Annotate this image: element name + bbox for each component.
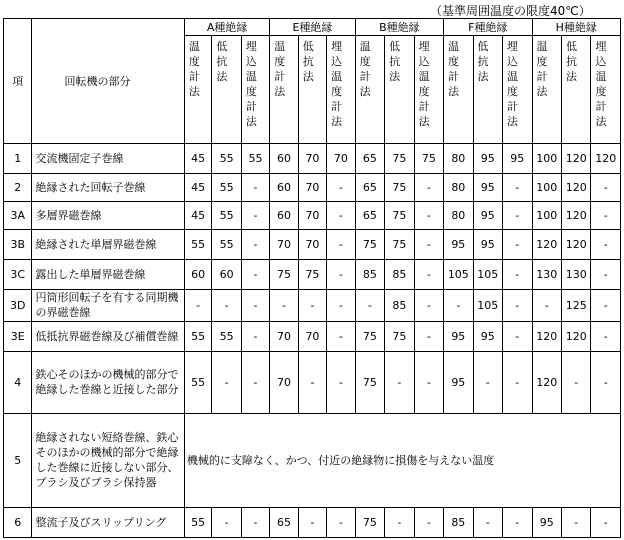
value-cell: -	[591, 173, 621, 201]
value-cell: 60	[270, 201, 298, 229]
value-cell: 70	[270, 351, 298, 413]
value-cell: 55	[241, 144, 269, 174]
value-cell: -	[327, 321, 355, 351]
table-row	[4, 201, 621, 229]
value-cell: 55	[212, 229, 241, 259]
value-cell: -	[591, 507, 621, 537]
value-cell: -	[298, 507, 326, 537]
value-cell: -	[561, 351, 590, 413]
method-f-0	[444, 36, 473, 144]
value-cell: 45	[184, 173, 211, 201]
value-cell: 105	[473, 289, 502, 321]
header-class-f: F種絶縁	[444, 19, 532, 36]
value-cell: 60	[270, 144, 298, 174]
method-label: 埋込温度計法	[245, 40, 257, 128]
table-row	[4, 144, 621, 174]
value-cell: -	[591, 321, 621, 351]
row-no: 3B	[4, 229, 32, 259]
method-label: 埋込温度計法	[418, 40, 430, 128]
method-label: 埋込温度計法	[331, 40, 343, 128]
value-cell: 120	[561, 173, 590, 201]
row-no: 3C	[4, 259, 32, 289]
row-no: 2	[4, 173, 32, 201]
value-cell: -	[444, 289, 473, 321]
value-cell: -	[298, 351, 326, 413]
value-cell: -	[327, 201, 355, 229]
value-cell: -	[298, 289, 326, 321]
row-part: 整流子及びスリップリング	[32, 507, 184, 537]
method-a-0	[184, 36, 211, 144]
method-a-2	[241, 36, 269, 144]
table-row	[4, 321, 621, 351]
value-cell: 100	[532, 173, 561, 201]
row-no: 1	[4, 144, 32, 174]
value-cell: -	[385, 351, 414, 413]
merged-value-cell: 機械的に支障なく、かつ、付近の絶縁物に損傷を与えない温度	[184, 413, 620, 507]
table-row	[4, 259, 621, 289]
value-cell: 45	[184, 201, 211, 229]
value-cell: -	[503, 201, 532, 229]
value-cell: 55	[212, 321, 241, 351]
row-no: 4	[4, 351, 32, 413]
value-cell: -	[414, 507, 443, 537]
method-label: 低抗法	[565, 40, 577, 83]
table-header	[4, 19, 621, 144]
value-cell: 55	[184, 321, 211, 351]
value-cell: 60	[212, 259, 241, 289]
value-cell: -	[241, 321, 269, 351]
value-cell: -	[414, 259, 443, 289]
header-class-b: B種絶縁	[355, 19, 443, 36]
value-cell: -	[532, 289, 561, 321]
value-cell: 125	[561, 289, 590, 321]
method-b-0	[355, 36, 384, 144]
method-h-1	[561, 36, 590, 144]
value-cell: -	[212, 351, 241, 413]
method-label: 埋込温度計法	[507, 40, 519, 128]
table-row	[4, 351, 621, 413]
header-class-a: A種絶縁	[184, 19, 269, 36]
method-label: 埋込温度計法	[595, 40, 607, 128]
value-cell: -	[503, 229, 532, 259]
value-cell: 65	[355, 144, 384, 174]
header-class-e: E種絶縁	[270, 19, 355, 36]
value-cell: 95	[532, 507, 561, 537]
value-cell: 55	[212, 144, 241, 174]
value-cell: 120	[561, 144, 590, 174]
value-cell: -	[385, 507, 414, 537]
value-cell: 85	[444, 507, 473, 537]
value-cell: -	[355, 289, 384, 321]
value-cell: 95	[473, 173, 502, 201]
value-cell: -	[591, 259, 621, 289]
value-cell: -	[414, 289, 443, 321]
value-cell: 75	[414, 144, 443, 174]
method-f-2	[503, 36, 532, 144]
value-cell: 120	[532, 229, 561, 259]
method-e-1	[298, 36, 326, 144]
value-cell: 55	[184, 351, 211, 413]
value-cell: 60	[184, 259, 211, 289]
value-cell: 75	[385, 229, 414, 259]
method-label: 温度計法	[359, 40, 371, 98]
value-cell: 85	[385, 259, 414, 289]
method-label: 低抗法	[216, 40, 228, 83]
value-cell: -	[503, 321, 532, 351]
value-cell: -	[414, 229, 443, 259]
value-cell: 60	[270, 173, 298, 201]
value-cell: 95	[473, 321, 502, 351]
row-part: 絶縁された回転子巻線	[32, 173, 184, 201]
value-cell: -	[241, 229, 269, 259]
row-part: 円筒形回転子を有する同期機の界磁巻線	[32, 289, 184, 321]
method-label: 温度計法	[536, 40, 548, 98]
value-cell: -	[327, 173, 355, 201]
value-cell: -	[327, 507, 355, 537]
method-label: 温度計法	[274, 40, 286, 98]
value-cell: -	[241, 289, 269, 321]
row-part: 露出した単層界磁巻線	[32, 259, 184, 289]
value-cell: -	[327, 259, 355, 289]
value-cell: 85	[355, 259, 384, 289]
value-cell: 105	[444, 259, 473, 289]
table-row	[4, 173, 621, 201]
value-cell: -	[241, 259, 269, 289]
value-cell: 75	[355, 229, 384, 259]
value-cell: 65	[270, 507, 298, 537]
value-cell: -	[327, 229, 355, 259]
value-cell: 95	[444, 229, 473, 259]
value-cell: 70	[298, 321, 326, 351]
value-cell: -	[591, 229, 621, 259]
value-cell: 80	[444, 173, 473, 201]
value-cell: -	[212, 507, 241, 537]
value-cell: 100	[532, 201, 561, 229]
value-cell: -	[241, 173, 269, 201]
row-no: 5	[4, 413, 32, 507]
value-cell: 130	[561, 259, 590, 289]
method-b-1	[385, 36, 414, 144]
value-cell: -	[473, 351, 502, 413]
reference-temperature-note: （基準周囲温度の限度40℃）	[430, 4, 591, 18]
value-cell: 75	[385, 321, 414, 351]
value-cell: 75	[355, 321, 384, 351]
value-cell: -	[184, 289, 211, 321]
value-cell: -	[591, 201, 621, 229]
value-cell: 120	[591, 144, 621, 174]
method-label: 低抗法	[302, 40, 314, 83]
value-cell: -	[591, 351, 621, 413]
value-cell: -	[270, 289, 298, 321]
temperature-limit-table	[3, 18, 621, 538]
method-label: 低抗法	[477, 40, 489, 83]
value-cell: 80	[444, 144, 473, 174]
value-cell: 70	[298, 201, 326, 229]
value-cell: 70	[327, 144, 355, 174]
method-h-2	[591, 36, 621, 144]
value-cell: -	[591, 289, 621, 321]
value-cell: 120	[561, 229, 590, 259]
method-f-1	[473, 36, 502, 144]
value-cell: 55	[212, 201, 241, 229]
method-e-2	[327, 36, 355, 144]
value-cell: -	[414, 173, 443, 201]
value-cell: 65	[355, 201, 384, 229]
value-cell: 95	[444, 321, 473, 351]
header-class-h: H種絶縁	[532, 19, 621, 36]
value-cell: 75	[355, 507, 384, 537]
value-cell: -	[241, 351, 269, 413]
value-cell: 95	[473, 201, 502, 229]
row-no: 3E	[4, 321, 32, 351]
row-no: 3D	[4, 289, 32, 321]
row-part: 絶縁された単層界磁巻線	[32, 229, 184, 259]
value-cell: 95	[473, 229, 502, 259]
value-cell: 120	[532, 321, 561, 351]
value-cell: 55	[184, 229, 211, 259]
value-cell: -	[503, 173, 532, 201]
value-cell: 95	[503, 144, 532, 174]
value-cell: 95	[444, 351, 473, 413]
value-cell: 70	[298, 229, 326, 259]
value-cell: 75	[385, 173, 414, 201]
value-cell: 130	[532, 259, 561, 289]
value-cell: 70	[270, 321, 298, 351]
value-cell: 45	[184, 144, 211, 174]
value-cell: 75	[385, 144, 414, 174]
value-cell: 120	[561, 201, 590, 229]
value-cell: -	[414, 201, 443, 229]
value-cell: -	[561, 507, 590, 537]
value-cell: -	[503, 289, 532, 321]
method-a-1	[212, 36, 241, 144]
table-row	[4, 413, 621, 507]
value-cell: -	[327, 351, 355, 413]
value-cell: -	[414, 351, 443, 413]
value-cell: 65	[355, 173, 384, 201]
value-cell: -	[503, 259, 532, 289]
value-cell: -	[327, 289, 355, 321]
value-cell: -	[241, 201, 269, 229]
value-cell: 70	[298, 173, 326, 201]
row-part: 絶縁されない短絡巻線、鉄心そのほかの機械的部分で絶縁した巻線に近接しない部分、ブラシ及びブラシ保持器	[32, 413, 184, 507]
value-cell: 120	[532, 351, 561, 413]
method-label: 温度計法	[448, 40, 460, 98]
value-cell: 70	[298, 144, 326, 174]
row-no: 6	[4, 507, 32, 537]
value-cell: 85	[385, 289, 414, 321]
value-cell: 80	[444, 201, 473, 229]
value-cell: -	[212, 289, 241, 321]
row-no: 3A	[4, 201, 32, 229]
value-cell: 75	[270, 259, 298, 289]
value-cell: 75	[298, 259, 326, 289]
header-part: 回転機の部分	[32, 19, 184, 144]
value-cell: 55	[212, 173, 241, 201]
value-cell: 120	[561, 321, 590, 351]
value-cell: 95	[473, 144, 502, 174]
table-body	[4, 144, 621, 538]
value-cell: -	[503, 351, 532, 413]
value-cell: 105	[473, 259, 502, 289]
value-cell: 70	[270, 229, 298, 259]
table-row	[4, 507, 621, 537]
method-b-2	[414, 36, 443, 144]
method-label: 温度計法	[188, 40, 200, 98]
method-e-0	[270, 36, 298, 144]
row-part: 低抵抗界磁巻線及び補償巻線	[32, 321, 184, 351]
value-cell: -	[241, 507, 269, 537]
table-row	[4, 289, 621, 321]
row-part: 交流機固定子巻線	[32, 144, 184, 174]
value-cell: 55	[184, 507, 211, 537]
value-cell: 75	[385, 201, 414, 229]
value-cell: 75	[355, 351, 384, 413]
value-cell: -	[473, 507, 502, 537]
method-h-0	[532, 36, 561, 144]
row-part: 多層界磁巻線	[32, 201, 184, 229]
row-part: 鉄心そのほかの機械的部分で絶縁した巻線と近接した部分	[32, 351, 184, 413]
value-cell: 100	[532, 144, 561, 174]
value-cell: -	[503, 507, 532, 537]
header-no: 項	[4, 19, 32, 144]
value-cell: -	[414, 321, 443, 351]
table-row	[4, 229, 621, 259]
method-label: 低抗法	[389, 40, 401, 83]
